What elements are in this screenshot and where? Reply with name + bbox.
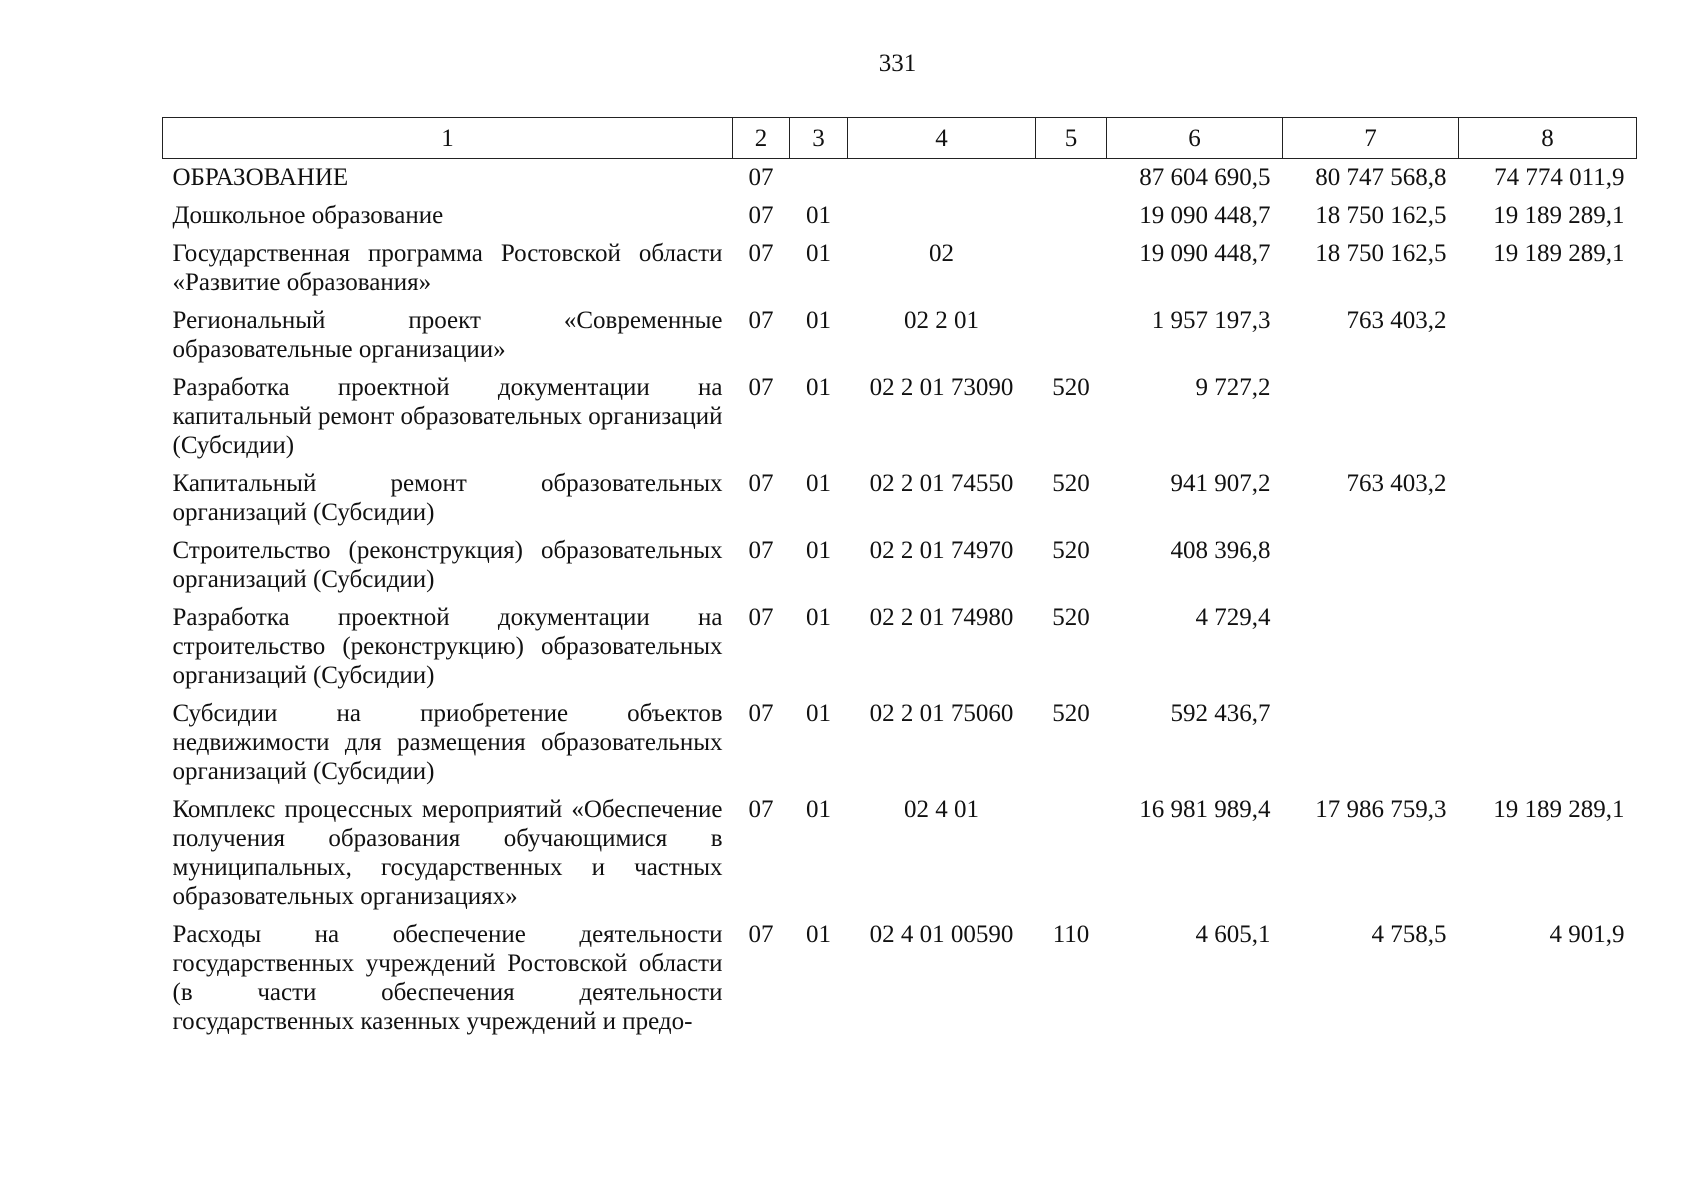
row-amount-col6: 87 604 690,5	[1139, 164, 1271, 191]
row-subsection: 01	[806, 307, 831, 334]
row-target-article: 02 2 01	[904, 307, 979, 334]
header-col-7: 7	[1283, 118, 1459, 159]
row-amount-col7	[1283, 373, 1459, 469]
row-amount-col7	[1283, 603, 1459, 699]
row-name: Субсидии на приобретение объектов недвижимости для размещения образовательных организаций (Субсидии)	[172, 700, 723, 785]
row-amount-col6: 408 396,8	[1170, 537, 1271, 564]
table-row	[163, 920, 1637, 1045]
row-amount-col7	[1283, 536, 1459, 603]
row-section: 07	[748, 921, 774, 948]
table-row	[163, 306, 1637, 373]
row-target-article: 02 4 01 00590	[869, 921, 1014, 948]
row-section: 07	[748, 604, 774, 631]
row-target-article: 02 4 01	[904, 796, 979, 823]
row-section: 07	[748, 374, 774, 401]
row-expense-type: 520	[1052, 537, 1090, 564]
row-section: 07	[748, 307, 774, 334]
row-amount-col7: 18 750 162,5	[1315, 240, 1447, 267]
header-row	[163, 118, 1637, 159]
row-subsection: 01	[806, 921, 831, 948]
row-section: 07	[748, 164, 774, 191]
row-name: Дошкольное образование	[172, 202, 444, 229]
row-name: Комплекс процессных мероприятий «Обеспечение получения образования обучающимися в муниципальных, государственных и частных образовательных организациях»	[172, 796, 723, 910]
row-amount-col7	[1283, 699, 1459, 795]
row-target-article: 02 2 01 74550	[869, 470, 1014, 497]
row-amount-col8	[1459, 469, 1637, 536]
row-amount-col7: 763 403,2	[1346, 470, 1447, 497]
row-amount-col8: 19 189 289,1	[1493, 240, 1625, 267]
row-target-article: 02 2 01 74970	[869, 537, 1014, 564]
row-expense-type	[1036, 239, 1107, 306]
row-amount-col8: 19 189 289,1	[1493, 796, 1625, 823]
row-subsection	[790, 159, 848, 202]
row-expense-type	[1036, 795, 1107, 920]
row-expense-type: 520	[1052, 374, 1090, 401]
row-amount-col8: 19 189 289,1	[1493, 202, 1625, 229]
row-target-article	[848, 159, 1036, 202]
header-col-3: 3	[790, 118, 848, 159]
row-subsection: 01	[806, 537, 831, 564]
table-row	[163, 699, 1637, 795]
row-subsection: 01	[806, 700, 831, 727]
row-subsection: 01	[806, 470, 831, 497]
table-row	[163, 536, 1637, 603]
row-amount-col7: 80 747 568,8	[1315, 164, 1447, 191]
table-row	[163, 159, 1637, 202]
row-expense-type	[1036, 201, 1107, 239]
row-section: 07	[748, 470, 774, 497]
row-name: Строительство (реконструкция) образовательных организаций (Субсидии)	[172, 537, 723, 593]
table-row	[163, 469, 1637, 536]
header-col-5: 5	[1036, 118, 1107, 159]
row-section: 07	[748, 700, 774, 727]
row-amount-col7: 17 986 759,3	[1315, 796, 1447, 823]
row-section: 07	[748, 537, 774, 564]
row-amount-col8	[1459, 603, 1637, 699]
row-subsection: 01	[806, 604, 831, 631]
row-expense-type: 520	[1052, 470, 1090, 497]
row-amount-col6: 1 957 197,3	[1151, 307, 1271, 334]
row-expense-type: 110	[1052, 921, 1090, 948]
row-amount-col6: 941 907,2	[1170, 470, 1271, 497]
row-amount-col8: 74 774 011,9	[1494, 164, 1625, 191]
row-subsection: 01	[806, 374, 831, 401]
row-amount-col6: 4 729,4	[1195, 604, 1271, 631]
row-expense-type: 520	[1052, 604, 1090, 631]
row-amount-col6: 19 090 448,7	[1139, 202, 1271, 229]
row-amount-col7: 4 758,5	[1371, 921, 1447, 948]
header-col-6: 6	[1107, 118, 1283, 159]
row-name: Разработка проектной документации на капитальный ремонт образовательных организаций (Субсидии)	[172, 374, 723, 459]
row-name: Региональный проект «Современные образовательные организации»	[172, 307, 723, 363]
row-section: 07	[748, 202, 774, 229]
table-row	[163, 201, 1637, 239]
row-subsection: 01	[806, 202, 831, 229]
row-amount-col6: 16 981 989,4	[1139, 796, 1271, 823]
header-col-8: 8	[1459, 118, 1637, 159]
table-row	[163, 373, 1637, 469]
row-amount-col6: 592 436,7	[1170, 700, 1271, 727]
row-subsection: 01	[806, 796, 831, 823]
row-amount-col8: 4 901,9	[1549, 921, 1625, 948]
header-col-4: 4	[848, 118, 1036, 159]
row-amount-col8	[1459, 699, 1637, 795]
table-row	[163, 603, 1637, 699]
row-amount-col7: 18 750 162,5	[1315, 202, 1447, 229]
row-amount-col8	[1459, 373, 1637, 469]
table-row	[163, 795, 1637, 920]
row-amount-col7: 763 403,2	[1346, 307, 1447, 334]
row-name: Капитальный ремонт образовательных организаций (Субсидии)	[172, 470, 723, 526]
row-amount-col8	[1459, 536, 1637, 603]
row-name: Разработка проектной документации на строительство (реконструкцию) образовательных организаций (Субсидии)	[172, 604, 723, 689]
row-expense-type: 520	[1052, 700, 1090, 727]
row-amount-col6: 4 605,1	[1195, 921, 1271, 948]
row-amount-col6: 19 090 448,7	[1139, 240, 1271, 267]
row-subsection: 01	[806, 240, 831, 267]
row-name: Государственная программа Ростовской области «Развитие образования»	[172, 240, 723, 296]
header-col-1: 1	[163, 118, 733, 159]
budget-table	[162, 117, 1637, 1045]
row-target-article: 02	[929, 240, 954, 267]
row-name: Расходы на обеспечение деятельности государственных учреждений Ростовской области (в части обеспечения деятельности государственных казенных учреждений и предо-	[172, 921, 723, 1035]
row-section: 07	[748, 796, 774, 823]
row-amount-col8	[1459, 306, 1637, 373]
row-target-article	[848, 201, 1036, 239]
row-target-article: 02 2 01 75060	[869, 700, 1014, 727]
table-row	[163, 239, 1637, 306]
row-target-article: 02 2 01 74980	[869, 604, 1014, 631]
row-name: ОБРАЗОВАНИЕ	[172, 164, 349, 191]
page-number: 331	[878, 50, 917, 77]
row-target-article: 02 2 01 73090	[869, 374, 1014, 401]
row-section: 07	[748, 240, 774, 267]
row-amount-col6: 9 727,2	[1195, 374, 1271, 401]
row-expense-type	[1036, 306, 1107, 373]
row-expense-type	[1036, 159, 1107, 202]
header-col-2: 2	[733, 118, 790, 159]
